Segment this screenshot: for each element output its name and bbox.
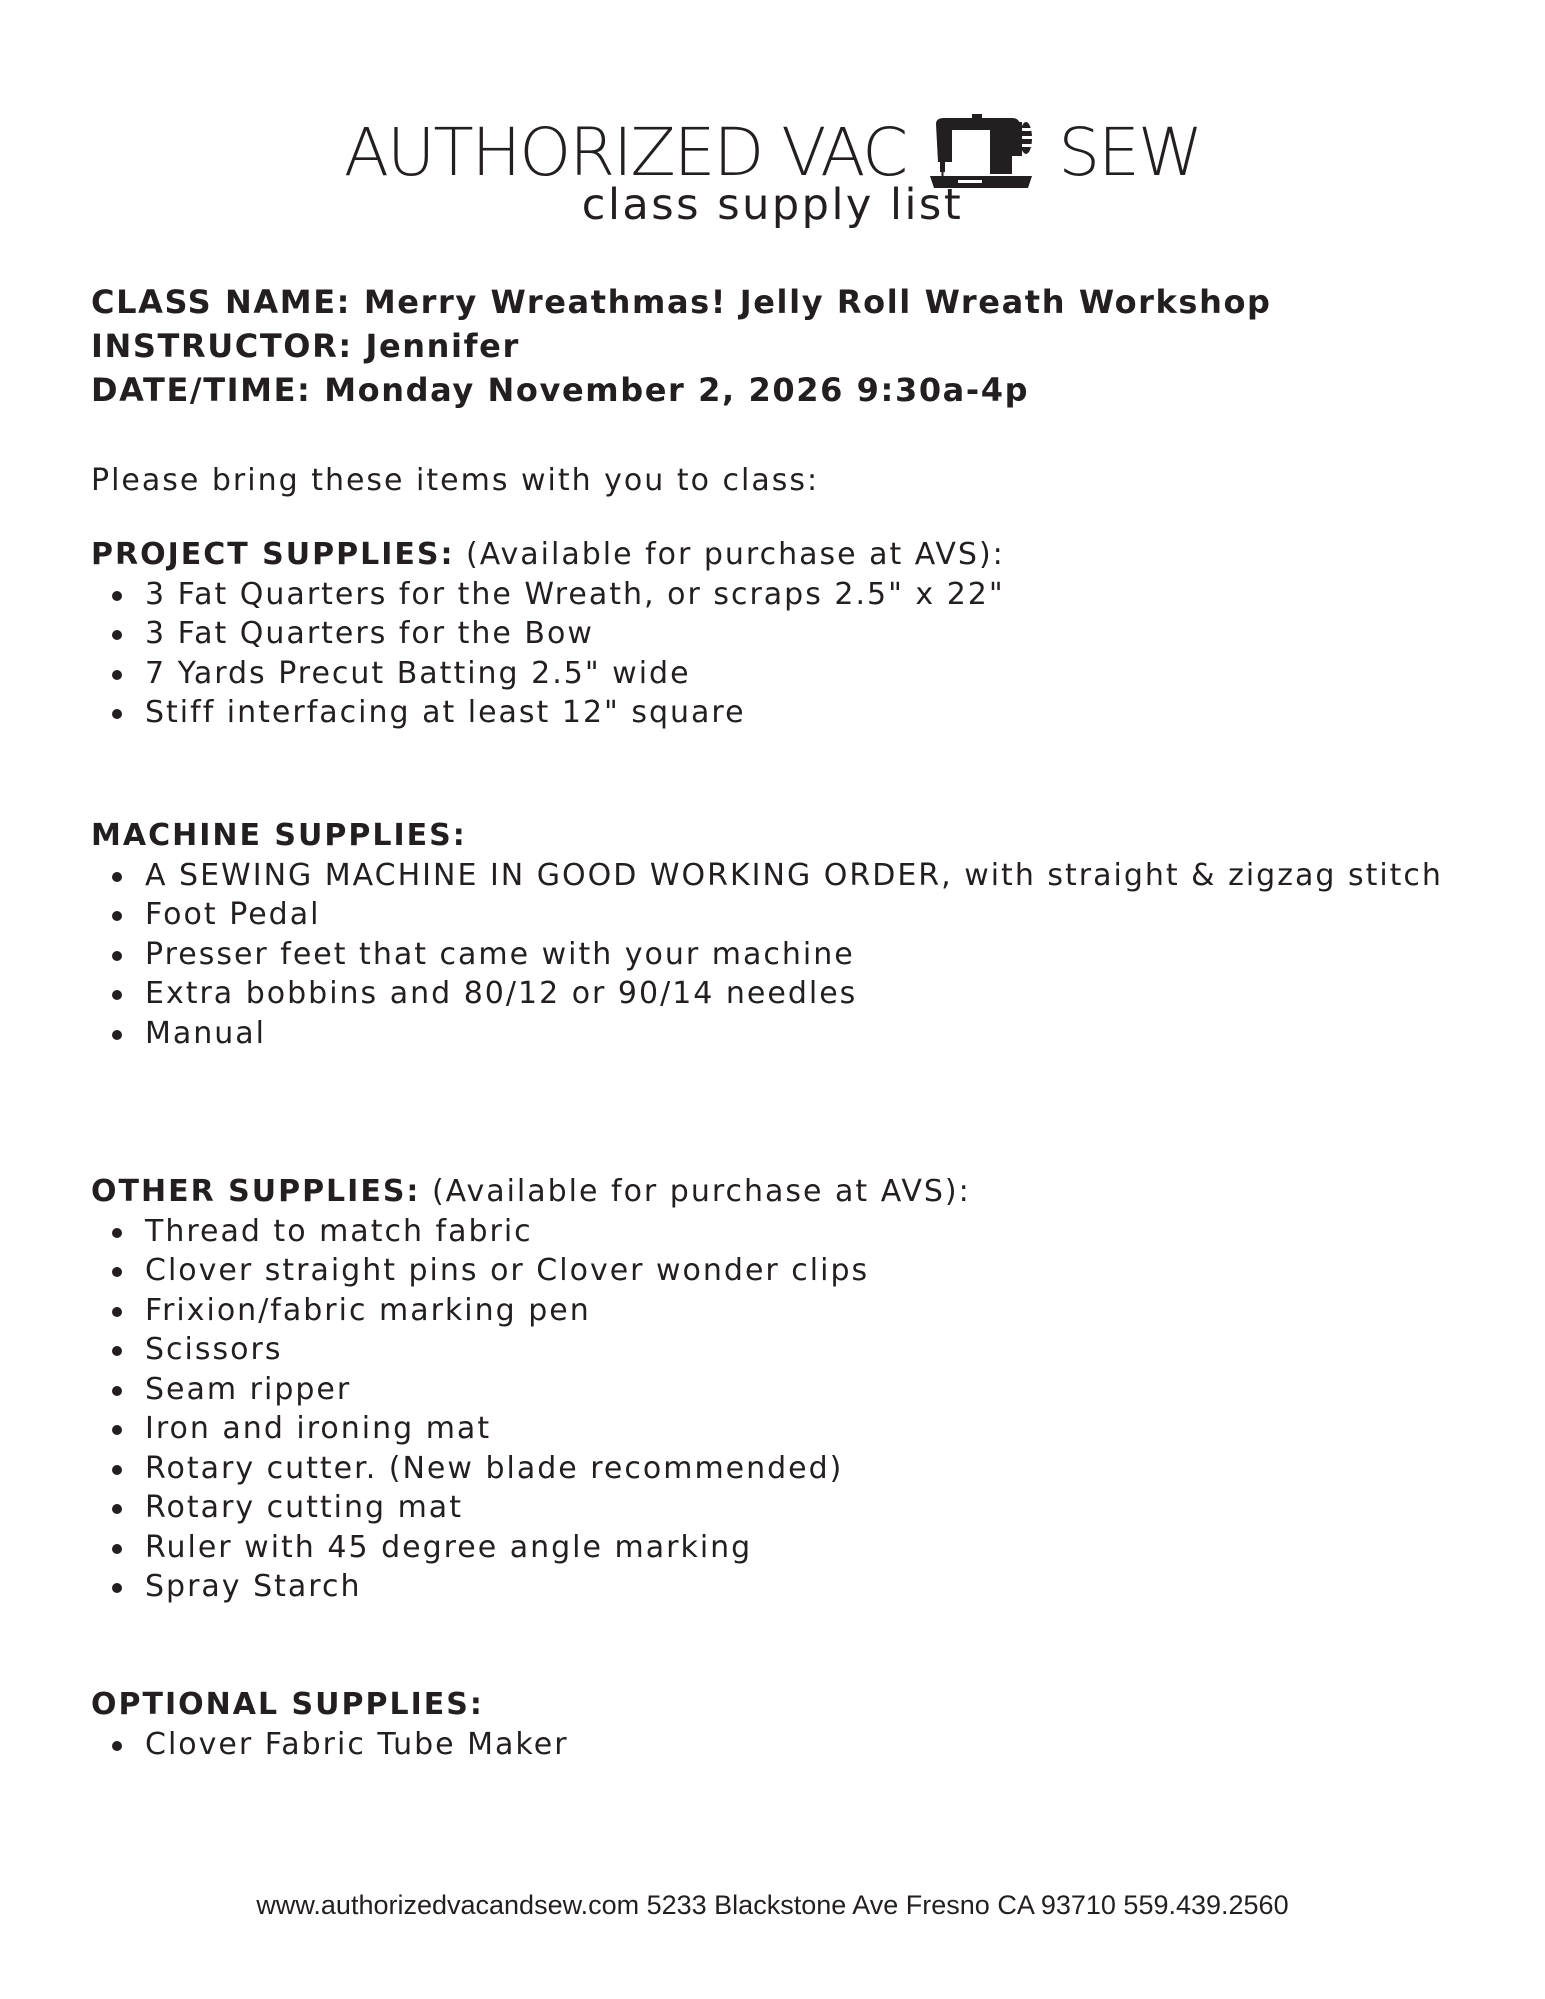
list-item — [91, 1370, 1465, 1410]
list-item-text: 7 Yards Precut Batting 2.5" wide — [145, 655, 691, 691]
bullet-icon — [112, 990, 122, 1000]
bullet-icon — [112, 670, 122, 680]
footer-contact: www.authorizedvacandsew.com 5233 Blackstone Ave Fresno CA 93710 559.439.2560 — [256, 1890, 1289, 1920]
list-item-text: Extra bobbins and 80/12 or 90/14 needles — [145, 976, 858, 1011]
list-item-text: Rotary cutting mat — [145, 1490, 463, 1525]
list-item — [91, 1291, 1465, 1331]
list-item-text: Iron and ironing mat — [145, 1411, 492, 1446]
list-item — [91, 1528, 1465, 1568]
section-heading — [91, 1172, 1491, 1212]
class-info-block — [91, 280, 1471, 412]
list-item — [91, 654, 1465, 694]
bullet-icon — [112, 1504, 122, 1514]
list-item-text: A SEWING MACHINE IN GOOD WORKING ORDER, with straight & zigzag stitch — [145, 857, 1443, 893]
supply-list — [91, 1212, 1491, 1607]
machine-supplies-section — [91, 816, 1491, 1053]
list-item-text: Clover straight pins or Clover wonder clips — [145, 1253, 870, 1288]
section-label: PROJECT SUPPLIES: — [91, 537, 455, 572]
section-label: OTHER SUPPLIES: — [91, 1174, 421, 1209]
list-item-text: Frixion/fabric marking pen — [145, 1292, 591, 1328]
bullet-icon — [112, 1741, 122, 1751]
intro-text: Please bring these items with you to class: — [91, 463, 820, 498]
list-item — [91, 935, 1465, 975]
list-item-text: Seam ripper — [145, 1371, 352, 1407]
list-item-text: 3 Fat Quarters for the Bow — [145, 616, 594, 651]
list-item — [91, 1567, 1465, 1607]
bullet-icon — [112, 1386, 122, 1396]
list-item-text: Scissors — [145, 1332, 283, 1367]
list-item-text: Thread to match fabric — [145, 1213, 533, 1249]
bullet-icon — [112, 1425, 122, 1435]
other-supplies-section — [91, 1172, 1491, 1607]
list-item-text: Clover Fabric Tube Maker — [145, 1726, 569, 1762]
bullet-icon — [112, 630, 122, 640]
instructor: INSTRUCTOR: Jennifer — [91, 327, 520, 365]
brand-name-left: AUTHORIZED VAC — [343, 114, 907, 191]
section-heading — [91, 816, 1491, 856]
list-item — [91, 1212, 1465, 1252]
bullet-icon — [112, 1307, 122, 1317]
date-time: DATE/TIME: Monday November 2, 2026 9:30a-4p — [91, 371, 1030, 409]
list-item — [91, 575, 1465, 615]
bullet-icon — [112, 872, 122, 882]
list-item-text: Spray Starch — [145, 1569, 362, 1604]
brand-name-right: SEW — [1058, 114, 1202, 191]
section-note: (Available for purchase at AVS): — [454, 537, 1005, 572]
list-item — [91, 1725, 1465, 1765]
bullet-icon — [112, 1583, 122, 1593]
bullet-icon — [112, 1465, 122, 1475]
bullet-icon — [112, 951, 122, 961]
list-item-text: Rotary cutter. (New blade recommended) — [145, 1450, 844, 1486]
section-note: (Available for purchase at AVS): — [420, 1174, 971, 1209]
class-name: CLASS NAME: Merry Wreathmas! Jelly Roll Wreath Workshop — [91, 283, 1272, 321]
bullet-icon — [112, 591, 122, 601]
list-item — [91, 693, 1465, 733]
list-item — [91, 856, 1465, 896]
bullet-icon — [112, 1030, 122, 1040]
bullet-icon — [112, 1544, 122, 1554]
bullet-icon — [112, 911, 122, 921]
section-label: MACHINE SUPPLIES: — [91, 818, 467, 853]
supply-list — [91, 1725, 1491, 1765]
list-item — [91, 974, 1465, 1014]
list-item — [91, 1251, 1465, 1291]
list-item — [91, 1488, 1465, 1528]
section-heading — [91, 535, 1491, 575]
supply-list — [91, 856, 1491, 1054]
bullet-icon — [112, 709, 122, 719]
list-item — [91, 895, 1465, 935]
list-item-text: Stiff interfacing at least 12" square — [145, 695, 746, 730]
section-heading — [91, 1685, 1491, 1725]
bullet-icon — [112, 1267, 122, 1277]
bullet-icon — [112, 1228, 122, 1238]
list-item — [91, 1014, 1465, 1054]
page-subtitle: class supply list — [581, 180, 964, 230]
project-supplies-section — [91, 535, 1491, 733]
supply-list — [91, 575, 1491, 733]
bullet-icon — [112, 1346, 122, 1356]
list-item-text: Manual — [145, 1015, 267, 1051]
list-item — [91, 614, 1465, 654]
list-item-text: Ruler with 45 degree angle marking — [145, 1529, 753, 1565]
list-item-text: Foot Pedal — [145, 897, 321, 932]
list-item-text: 3 Fat Quarters for the Wreath, or scraps 2.5" x 22" — [145, 576, 1005, 612]
list-item — [91, 1409, 1465, 1449]
list-item-text: Presser feet that came with your machine — [145, 936, 855, 972]
section-label: OPTIONAL SUPPLIES: — [91, 1687, 484, 1722]
list-item — [91, 1449, 1465, 1489]
optional-supplies-section — [91, 1685, 1491, 1764]
list-item — [91, 1330, 1465, 1370]
